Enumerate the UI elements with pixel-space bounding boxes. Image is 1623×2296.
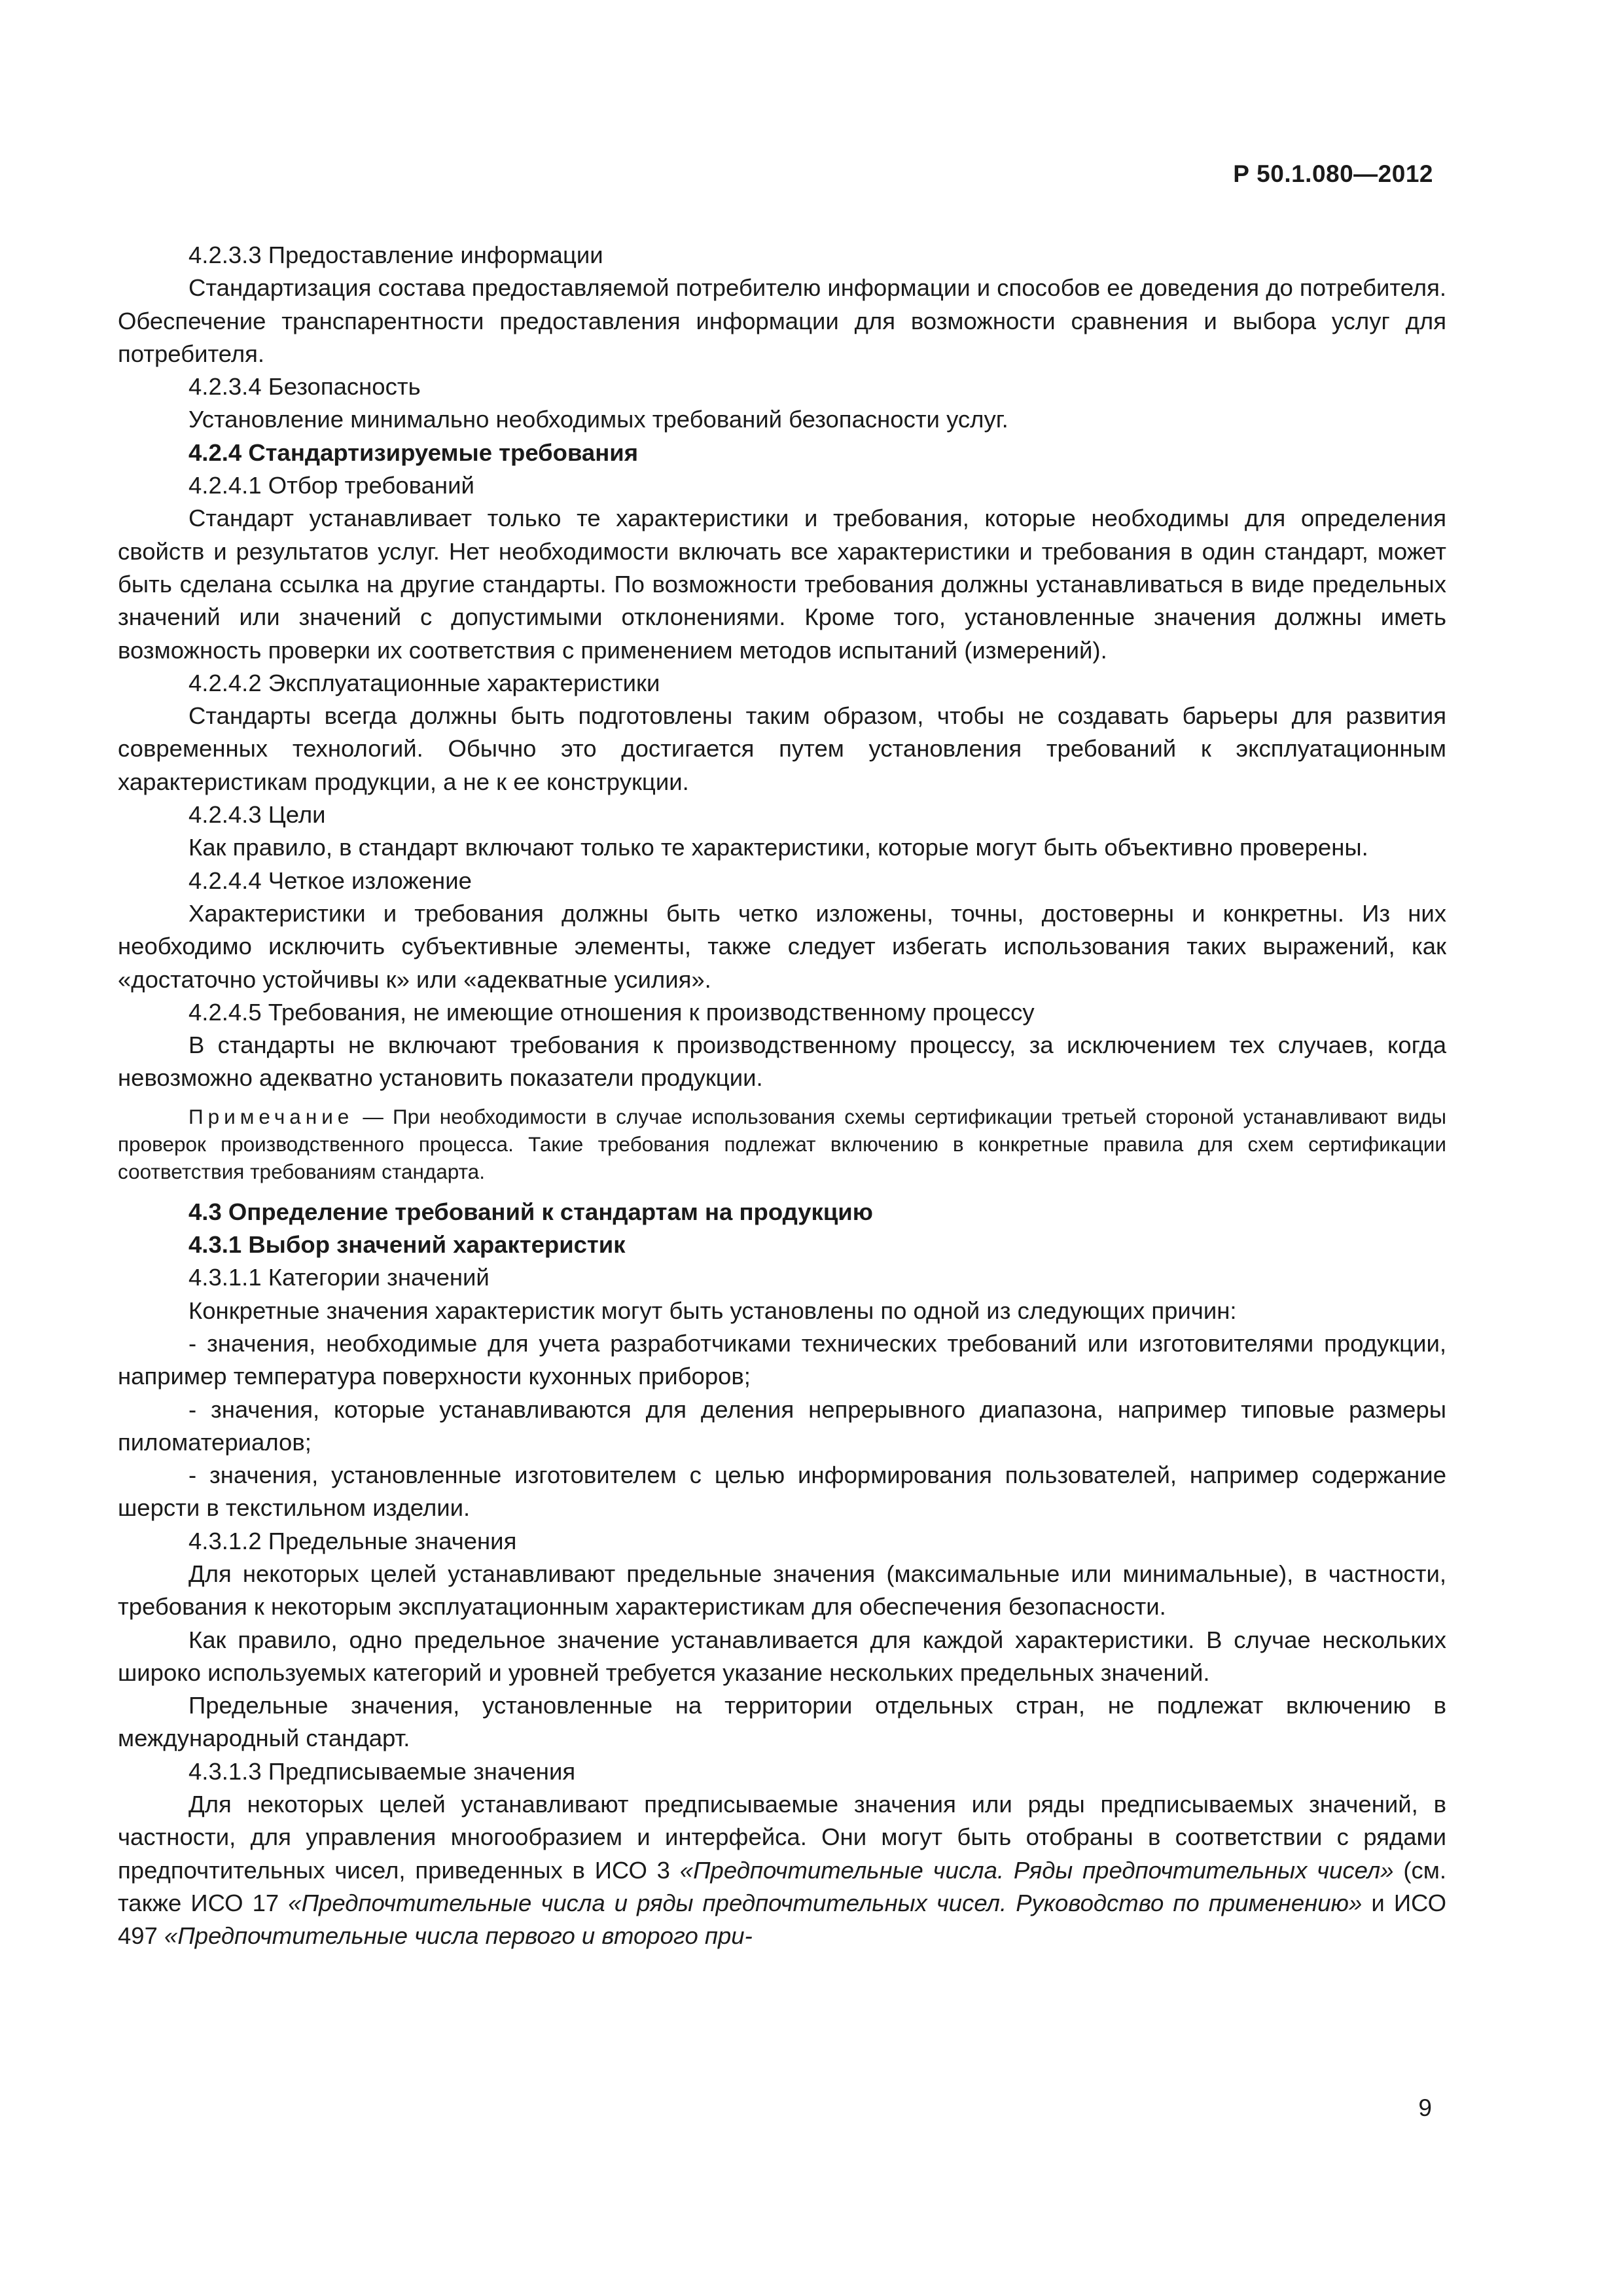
subsection-heading: 4.2.4.3 Цели bbox=[188, 801, 326, 829]
paragraph: Установление минимально необходимых требований безопасности услуг. bbox=[188, 406, 1008, 433]
paragraph: Как правило, в стандарт включают только те характеристики, которые могут быть объективно проверены. bbox=[188, 834, 1368, 861]
page-body bbox=[118, 239, 1446, 1953]
document-code: Р 50.1.080—2012 bbox=[1233, 160, 1433, 187]
paragraph: Стандартизация состава предоставляемой потребителю информации и способов ее доведения до потребителя. Обеспечение транспарентности предоставления информации для возможности сравнения и выбора услуг для потребителя. bbox=[118, 274, 1446, 367]
note-text: — При необходимости в случае использования схемы сертификации третьей стороной устанавливают виды проверок производственного процесса. Такие требования подлежат включению в конкретные правила для схем сертификации соответствия требованиям стандарта. bbox=[118, 1104, 1446, 1183]
subsection-heading: 4.2.4.4 Четкое изложение bbox=[188, 867, 472, 894]
paragraph: Для некоторых целей устанавливают предписываемые значения или ряды предписываемых значений, в частности, для управления многообразием и интерфейса. Они могут быть отобраны в соответствии с рядами предпочтительных чисел, приведенных в ИСО 3 «Предпочтительные числа. Ряды предпочтительных чисел» (см. также ИСО 17 «Предпочтительные числа и ряды предпочтительных чисел. Руководство по применению» и ИСО 497 «Предпочтительные числа первого и второго при- bbox=[118, 1791, 1447, 1950]
subsection-heading: 4.2.3.4 Безопасность bbox=[188, 373, 421, 401]
page-number: 9 bbox=[1418, 2094, 1432, 2121]
paragraph: Характеристики и требования должны быть четко изложены, точны, достоверны и конкретны. Из них необходимо исключить субъективные элементы, также следует избегать использования таких выражений, как «достаточно устойчивы к» или «адекватные усилия». bbox=[118, 899, 1446, 993]
subsection-heading: 4.3.1.3 Предписываемые значения bbox=[188, 1757, 576, 1785]
subsection-heading: 4.2.4.5 Требования, не имеющие отношения к производственному процессу bbox=[188, 998, 1035, 1026]
subsection-heading: 4.3.1.2 Предельные значения bbox=[188, 1527, 517, 1554]
paragraph: Для некоторых целей устанавливают предельные значения (максимальные или минимальные), в частности, требования к некоторым эксплуатационным характеристикам для обеспечения безопасности. bbox=[118, 1560, 1446, 1621]
note-label: Примечание bbox=[188, 1104, 354, 1128]
subsection-heading: 4.2.3.3 Предоставление информации bbox=[188, 242, 603, 268]
paragraph: В стандарты не включают требования к производственному процессу, за исключением тех случаев, когда невозможно адекватно установить показатели продукции. bbox=[118, 1031, 1446, 1092]
section-heading: 4.3.1 Выбор значений характеристик bbox=[188, 1231, 626, 1259]
paragraph: Предельные значения, установленные на территории отдельных стран, не подлежат включению в международный стандарт. bbox=[118, 1692, 1446, 1752]
paragraph: Конкретные значения характеристик могут быть установлены по одной из следующих причин: bbox=[188, 1297, 1237, 1324]
note bbox=[118, 1103, 1446, 1185]
paragraph: Как правило, одно предельное значение устанавливается для каждой характеристики. В случае нескольких широко используемых категорий и уровней требуется указание нескольких предельных значений. bbox=[118, 1626, 1446, 1686]
subsection-heading: 4.3.1.1 Категории значений bbox=[188, 1264, 490, 1291]
list-item: - значения, установленные изготовителем с целью информирования пользователей, например содержание шерсти в текстильном изделии. bbox=[118, 1462, 1446, 1522]
subsection-heading: 4.2.4.1 Отбор требований bbox=[188, 472, 474, 499]
subsection-heading: 4.2.4.2 Эксплуатационные характеристики bbox=[188, 669, 660, 696]
list-item: - значения, которые устанавливаются для деления непрерывного диапазона, например типовые размеры пиломатериалов; bbox=[118, 1395, 1446, 1456]
section-heading: 4.2.4 Стандартизируемые требования bbox=[188, 439, 639, 466]
list-item: - значения, необходимые для учета разработчиками технических требований или изготовителями продукции, например температура поверхности кухонных приборов; bbox=[118, 1329, 1446, 1390]
paragraph: Стандарт устанавливает только те характеристики и требования, которые необходимы для определения свойств и результатов услуг. Нет необходимости включать все характеристики и требования в один стандарт, может быть сделана ссылка на другие стандарты. По возможности требования должны устанавливаться в виде предельных значений или значений с допустимыми отклонениями. Кроме того, установленные значения должны иметь возможность проверки их соответствия с применением методов испытаний (измерений). bbox=[118, 505, 1446, 664]
section-heading: 4.3 Определение требований к стандартам на продукцию bbox=[188, 1198, 873, 1225]
paragraph: Стандарты всегда должны быть подготовлены таким образом, чтобы не создавать барьеры для развития современных технологий. Обычно это достигается путем установления требований к эксплуатационным характеристикам продукции, а не к ее конструкции. bbox=[118, 702, 1446, 795]
